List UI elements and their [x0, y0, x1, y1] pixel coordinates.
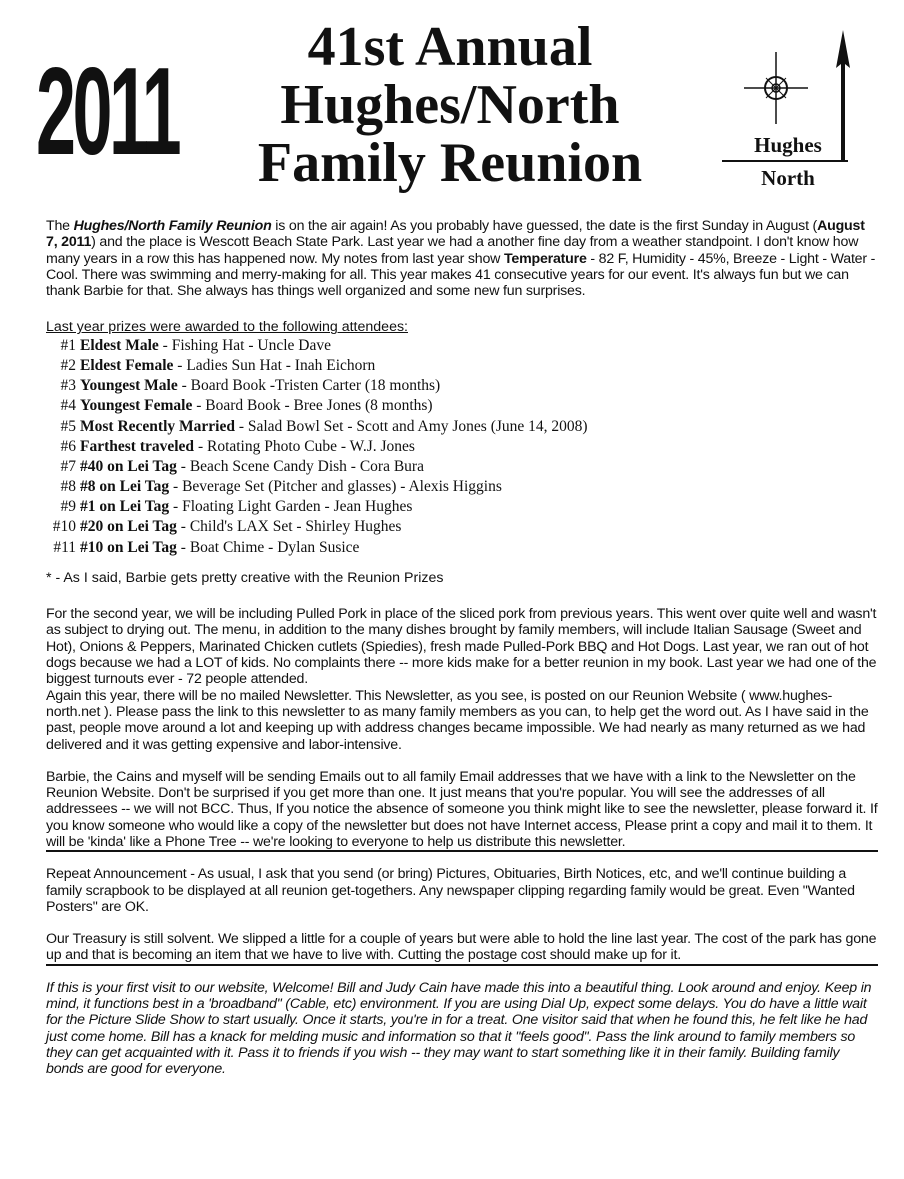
prizes-heading: Last year prizes were awarded to the following attendees:: [46, 319, 408, 336]
temperature-label: Temperature: [503, 250, 587, 267]
title-line-3: Family Reunion: [257, 132, 643, 194]
treasury-paragraph: Our Treasury is still solvent. We slipped a little for a couple of years but were able to hold the line last year. The cost of the park has gone up and that is becoming an item that we have to live with. Cutting the postage cost should make up for it.: [46, 931, 877, 964]
section-divider: [46, 850, 878, 852]
list-item: #5 Most Recently Married - Salad Bowl Set - Scott and Amy Jones (June 14, 2008): [60, 417, 588, 435]
list-item: #11 #10 on Lei Tag - Boat Chime - Dylan Susice: [53, 538, 360, 556]
newsletter-body: [46, 218, 878, 1078]
welcome-paragraph: If this is your first visit to our website, Welcome! Bill and Judy Cain have made this into a beautiful thing. Look around and enjoy. Keep in mind, it functions best in a 'broadband" (Cable, etc) environment. If you are using Dial Up, expect some delays. You do have a little wait for the Picture Slide Show to start usually. Once it starts, you're in for a treat. One visitor said that when he found this, he felt like he had just come home. Bill has a knack for melding music and information so that it "feels good". Pass the link around to family members so they can get acquainted with it. Pass it to friends if you wish -- they may want to start something like it in their family. Building family bonds are good for everyone.: [46, 979, 872, 1078]
year-heading: 2011: [36, 43, 179, 181]
newsletter-paragraph: Again this year, there will be no mailed Newsletter. This Newsletter, as you see, is posted on our Reunion Website ( www.hughes-north.net ). Please pass the link to this newsletter to as many family members as you can, to help get the word out. As I have said in the past, people move around a lot and keeping up with address changes became impossible. We had nearly as many returned as we had delivered and it was getting expensive and labor-intensive.: [46, 687, 869, 753]
title-line-2: Hughes/North: [280, 74, 620, 136]
list-item: #1 Eldest Male - Fishing Hat - Uncle Dave: [60, 336, 331, 354]
list-item: #6 Farthest traveled - Rotating Photo Cube - W.J. Jones: [60, 437, 415, 455]
list-item: #10 #20 on Lei Tag - Child's LAX Set - Shirley Hughes: [52, 518, 402, 536]
intro-paragraph: The Hughes/North Family Reunion is on the air again! As you probably have guessed, the date is the first Sunday in August (August 7, 2011) and the place is Wescott Beach State Park. Last year we had a another fine day from a weather standpoint. I don't know how many years in a row this has happened now. My notes from last year show Temperature - 82 F, Humidity - 45%, Breeze - Light - Water - Cool. There was swimming and merry-making for all. This year makes 41 consecutive years for our event. It's always fun but we can thank Barbie for that. She always has things well organized and some new fun surprises.: [46, 218, 876, 300]
reunion-date: August 7, 2011: [46, 218, 865, 251]
list-item: #3 Youngest Male - Board Book -Tristen Carter (18 months): [60, 377, 441, 395]
menu-paragraph: For the second year, we will be including Pulled Pork in place of the sliced pork from previous years. This went over quite well and wasn't as subject to drying out. The menu, in addition to the many dishes brought by family members, will include Italian Sausage (Sweet and Hot), Onions & Peppers, Marinated Chicken cutlets (Spiedies), fresh made Pulled-Pork BBQ and Hot Dogs. Last year, we ran out of hot dogs because we had a LOT of kids. No complaints there -- more kids make for a better reunion in my book. Last year we had one of the biggest turnouts ever - 72 people attended.: [46, 606, 877, 688]
logo-divider: [722, 160, 848, 162]
list-item: #9 #1 on Lei Tag - Floating Light Garden - Jean Hughes: [60, 498, 413, 516]
logo-hughes-label: Hughes: [754, 133, 822, 157]
title-line-1: 41st Annual: [307, 16, 593, 78]
list-item: #7 #40 on Lei Tag - Beach Scene Candy Dish - Cora Bura: [60, 457, 424, 475]
list-item: #2 Eldest Female - Ladies Sun Hat - Inah Eichorn: [60, 356, 376, 374]
repeat-announcement-paragraph: Repeat Announcement - As usual, I ask that you send (or bring) Pictures, Obituaries, Birth Notices, etc, and we'll continue building a family scrapbook to be displayed at all reunion get-togethers. Any newspaper clipping regarding family would be great. Even "Wanted Posters" are OK.: [46, 866, 855, 915]
section-divider: [46, 964, 878, 966]
prize-list: [46, 336, 878, 558]
logo-north-label: North: [761, 166, 815, 190]
list-item: #8 #8 on Lei Tag - Beverage Set (Pitcher and glasses) - Alexis Higgins: [60, 478, 502, 496]
email-paragraph: Barbie, the Cains and myself will be sending Emails out to all family Email addresses that we have with a link to the Newsletter on the Reunion Website. Don't be surprised if you get more than one. It just means that you're popular. You will see the addresses of all addressees -- we will not BCC. Thus, If you notice the absence of someone you think might like to see the newsletter, please forward it. If you know someone who would like a copy of the newsletter but does not have Internet access, Please print a copy and mail it to them. It will be 'kinda' like a Phone Tree -- we're looking to everyone to help us distribute this newsletter.: [46, 768, 878, 850]
list-item: #4 Youngest Female - Board Book - Bree Jones (8 months): [60, 397, 433, 415]
prizes-note: * - As I said, Barbie gets pretty creative with the Reunion Prizes: [46, 569, 444, 586]
reunion-title: [190, 18, 710, 192]
reunion-name: Hughes/North Family Reunion: [73, 218, 272, 234]
